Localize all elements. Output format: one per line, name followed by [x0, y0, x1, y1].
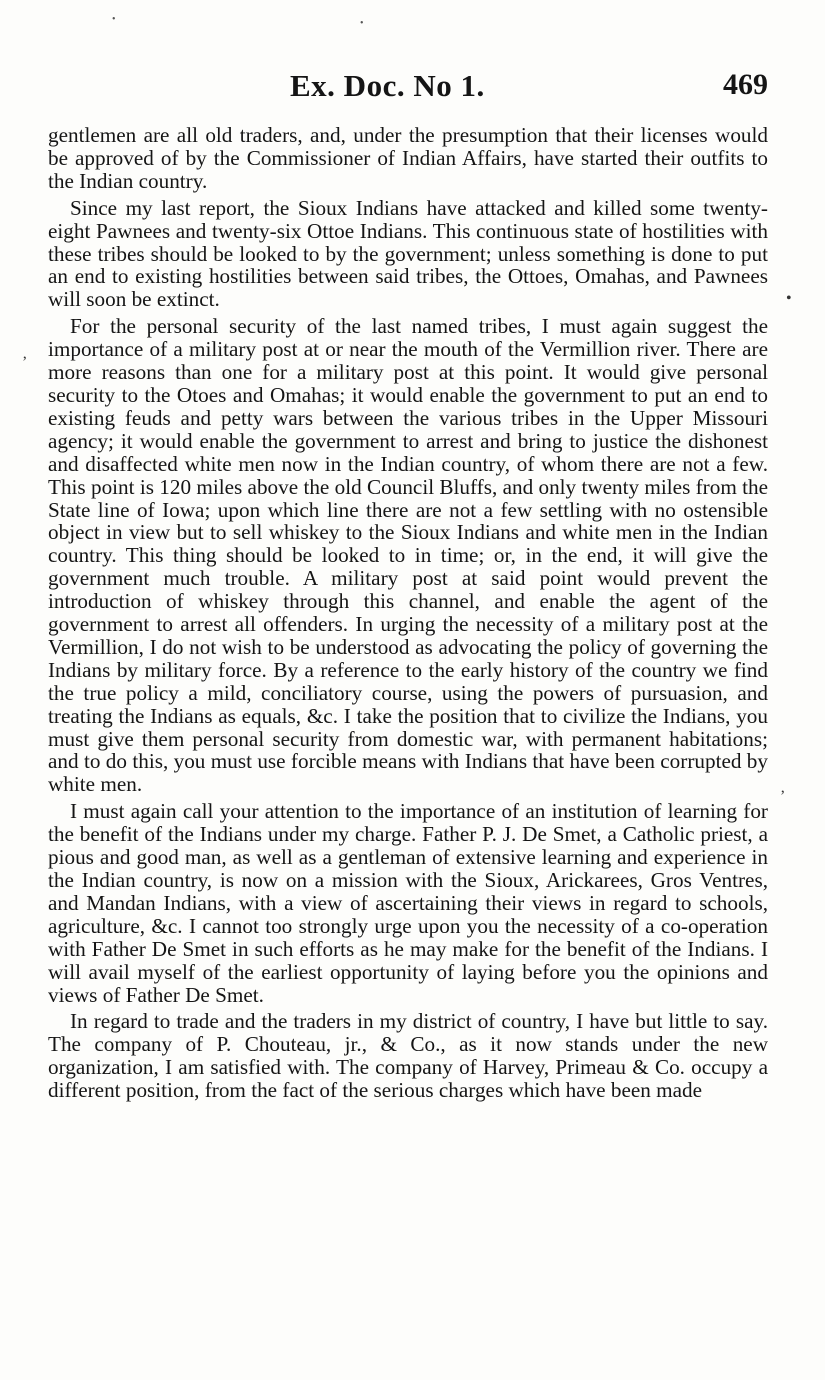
corner-mark-left: • [112, 14, 116, 25]
page-number: 469 [723, 68, 768, 101]
margin-tick-right: ’ [780, 788, 786, 805]
page-header [48, 68, 768, 112]
running-title: Ex. Doc. No 1. [290, 68, 485, 103]
paragraph-continued: gentlemen are all old traders, and, under the presumption that their licenses would be approved of by the Commissioner of Indian Affairs, have started their outfits to the Indian country. [48, 123, 768, 193]
margin-dot-right: • [786, 290, 792, 307]
corner-mark-right: • [360, 18, 364, 29]
paragraph-trade: In regard to trade and the traders in my district of country, I have but little to say. The company of P. Chouteau, jr., & Co., as it now stands under the new organization, I am satisfied with. The company of Harvey, Primeau & Co. occupy a different position, from the fact of the serious charges which have been made [48, 1009, 768, 1103]
paragraph-hostilities: Since my last report, the Sioux Indians have attacked and killed some twenty-eight Pawnees and twenty-six Ottoe Indians. This continuous state of hostilities with these tribes should be looked to by the government; unless something is done to put an end to existing hostilities between said tribes, the Ottoes, Omahas, and Pawnees will soon be extinct. [48, 195, 768, 312]
paragraph-military-post: For the personal security of the last named tribes, I must again suggest the importance of a military post at or near the mouth of the Vermillion river. There are more reasons than one for a military post at this point. It would give personal security to the Otoes and Omahas; it would enable the government to put an end to existing feuds and petty wars between the various tribes in the Upper Missouri agency; it would enable the government to arrest and bring to justice the dishonest and disaffected white men now in the Indian country, of whom there are not a few. This point is 120 miles above the old Council Bluffs, and only twenty miles from the State line of Iowa; upon which line there are not a few settling with no ostensible object in view but to sell whiskey to the Sioux Indians and white men in the Indian country. This thing should be looked to in time; or, in the end, it will give the government much trouble. A military post at said point would prevent the introduction of whiskey through this channel, and enable the agent of the government to arrest all offenders. In urging the necessity of a military post at the Vermillion, I do not wish to be understood as advocating the policy of governing the Indians by military force. By a reference to the early history of the country we find the true policy a mild, conciliatory course, using the powers of pursuasion, and treating the Indians as equals, &c. I take the position that to civilize the Indians, you must give them personal security from domestic war, with permanent habitations; and to do this, you must use forcible means with Indians that have been corrupted by white men. [48, 314, 768, 797]
paragraph-learning: I must again call your attention to the importance of an institution of learning for the benefit of the Indians under my charge. Father P. J. De Smet, a Catholic priest, a pious and good man, as well as a gentleman of extensive learning and experience in the Indian country, is now on a mission with the Sioux, Arickarees, Gros Ventres, and Mandan Indians, with a view of ascertaining their views in regard to schools, agriculture, &c. I cannot too strongly urge upon you the necessity of a co-operation with Father De Smet in such efforts as he may make for the benefit of the Indians. I will avail myself of the earliest opportunity of laying before you the opinions and views of Father De Smet. [48, 799, 768, 1007]
body-text [48, 124, 768, 1102]
margin-tick-left: ’ [22, 354, 28, 371]
